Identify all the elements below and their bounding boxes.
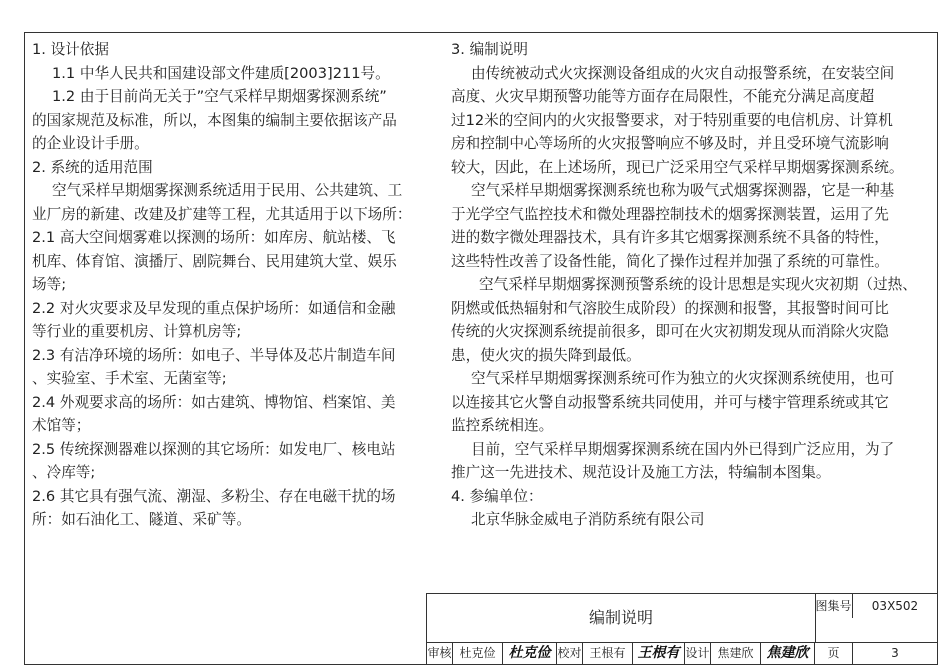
text-line: 目前，空气采样早期烟雾探测系统在国内外已得到广泛应用，为了: [471, 440, 895, 458]
text-line: 的国家规范及标准，所以，本图集的编制主要依据该产品: [32, 111, 397, 129]
drawing-title: 编制说明: [427, 594, 816, 642]
left-text-column: [32, 38, 430, 532]
text-line: 这些特性改善了设备性能，简化了操作过程并加强了系统的可靠性。: [451, 252, 889, 270]
text-line: 传统的火灾探测系统提前很多，即可在火灾初期发现从而消除火灾隐: [451, 323, 889, 340]
text-line: 机库、体育馆、演播厅、剧院舞台、民用建筑大堂、娱乐: [32, 252, 397, 270]
text-line: 4. 参编单位：: [451, 487, 543, 505]
text-line: 由传统被动式火灾探测设备组成的火灾自动报警系统，在安装空间: [471, 64, 895, 82]
text-line: 监控系统相连。: [451, 417, 554, 434]
text-line: 、冷库等;: [32, 464, 96, 481]
text-line: 术馆等；: [32, 417, 91, 434]
text-line: 业厂房的新建、改建及扩建等工程，尤其适用于以下场所：: [32, 205, 412, 223]
text-line: 所：如石油化工、隧道、采矿等。: [32, 511, 251, 528]
atlas-number-value: 03X502: [871, 599, 919, 613]
page-label: 页: [815, 642, 853, 664]
text-line: 2.3 有洁净环境的场所：如电子、半导体及芯片制造车间: [32, 346, 396, 364]
text-line: 的企业设计手册。: [32, 135, 149, 152]
text-line: 2. 系统的适用范围: [32, 158, 153, 176]
signature-row: [427, 642, 937, 664]
atlas-number-blank: [815, 618, 937, 642]
text-line: 进的数字微处理器技术，具有许多其它烟雾探测系统不具备的特性，: [451, 229, 889, 246]
text-line: 等行业的重要机房、计算机房等;: [32, 323, 242, 340]
title-block: [426, 593, 938, 665]
text-line: 2.4 外观要求高的场所：如古建筑、博物馆、档案馆、美: [32, 393, 396, 411]
text-line: 1.1 中华人民共和国建设部文件建质[2003]211号。: [52, 64, 390, 82]
text-line: 较大，因此，在上述场所，现已广泛采用空气采样早期烟雾探测系统。: [451, 158, 904, 176]
text-line: 房和控制中心等场所的火灾报警响应不够及时，并且受环境气流影响: [451, 135, 889, 152]
proofreader-signature: 王根有: [633, 642, 685, 664]
proofreader-name: 王根有: [583, 642, 633, 664]
text-line: 2.6 其它具有强气流、潮湿、多粉尘、存在电磁干扰的场: [32, 487, 396, 505]
text-line: 2.1 高大空间烟雾难以探测的场所：如库房、航站楼、飞: [32, 229, 396, 246]
text-line: 于光学空气监控技术和微处理器控制技术的烟雾探测装置，运用了先: [451, 205, 889, 223]
text-line: 推广这一先进技术、规范设计及施工方法，特编制本图集。: [451, 464, 831, 481]
reviewer-signature: 杜克俭: [503, 642, 557, 664]
proof-label: 校对: [557, 642, 583, 664]
text-line: 1.2 由于目前尚无关于”空气采样早期烟雾探测系统”: [52, 88, 387, 105]
text-line: 、实验室、手术室、无菌室等;: [32, 370, 227, 387]
text-line: 场等;: [32, 276, 67, 293]
designer-name: 焦建欣: [711, 642, 761, 664]
text-line: 空气采样早期烟雾探测系统适用于民用、公共建筑、工: [52, 182, 403, 199]
right-text-column: [451, 38, 941, 532]
designer-signature: 焦建欣: [761, 642, 815, 664]
text-line: 过12米的空间内的火灾报警要求，对于特别重要的电信机房、计算机: [451, 111, 893, 129]
text-line: 空气采样早期烟雾探测预警系统的设计思想是实现火灾初期（过热、: [479, 276, 917, 293]
text-line: 2.5 传统探测器难以探测的其它场所：如发电厂、核电站: [32, 440, 396, 458]
text-line: 空气采样早期烟雾探测系统也称为吸气式烟雾探测器，它是一种基: [471, 182, 895, 199]
reviewer-name: 杜克俭: [453, 642, 503, 664]
page-number: 3: [891, 646, 899, 660]
review-label: 审核: [427, 642, 453, 664]
text-line: 高度、火灾早期预警功能等方面存在局限性，不能充分满足高度超: [451, 88, 875, 105]
text-line: 北京华脉金威电子消防系统有限公司: [471, 511, 705, 528]
text-line: 2.2 对火灾要求及早发现的重点保护场所：如通信和金融: [32, 299, 396, 317]
atlas-number-label: 图集号: [815, 594, 853, 618]
text-line: 1. 设计依据: [32, 41, 109, 58]
text-line: 空气采样早期烟雾探测系统可作为独立的火灾探测系统使用，也可: [471, 370, 895, 387]
text-line: 患，使火灾的损失降到最低。: [451, 346, 641, 364]
text-line: 以连接其它火警自动报警系统共同使用，并可与楼宇管理系统或其它: [451, 393, 889, 411]
text-line: 3. 编制说明: [451, 41, 528, 58]
design-label: 设计: [685, 642, 711, 664]
text-line: 阴燃或低热辐射和气溶胶生成阶段）的探测和报警，其报警时间可比: [451, 299, 889, 317]
